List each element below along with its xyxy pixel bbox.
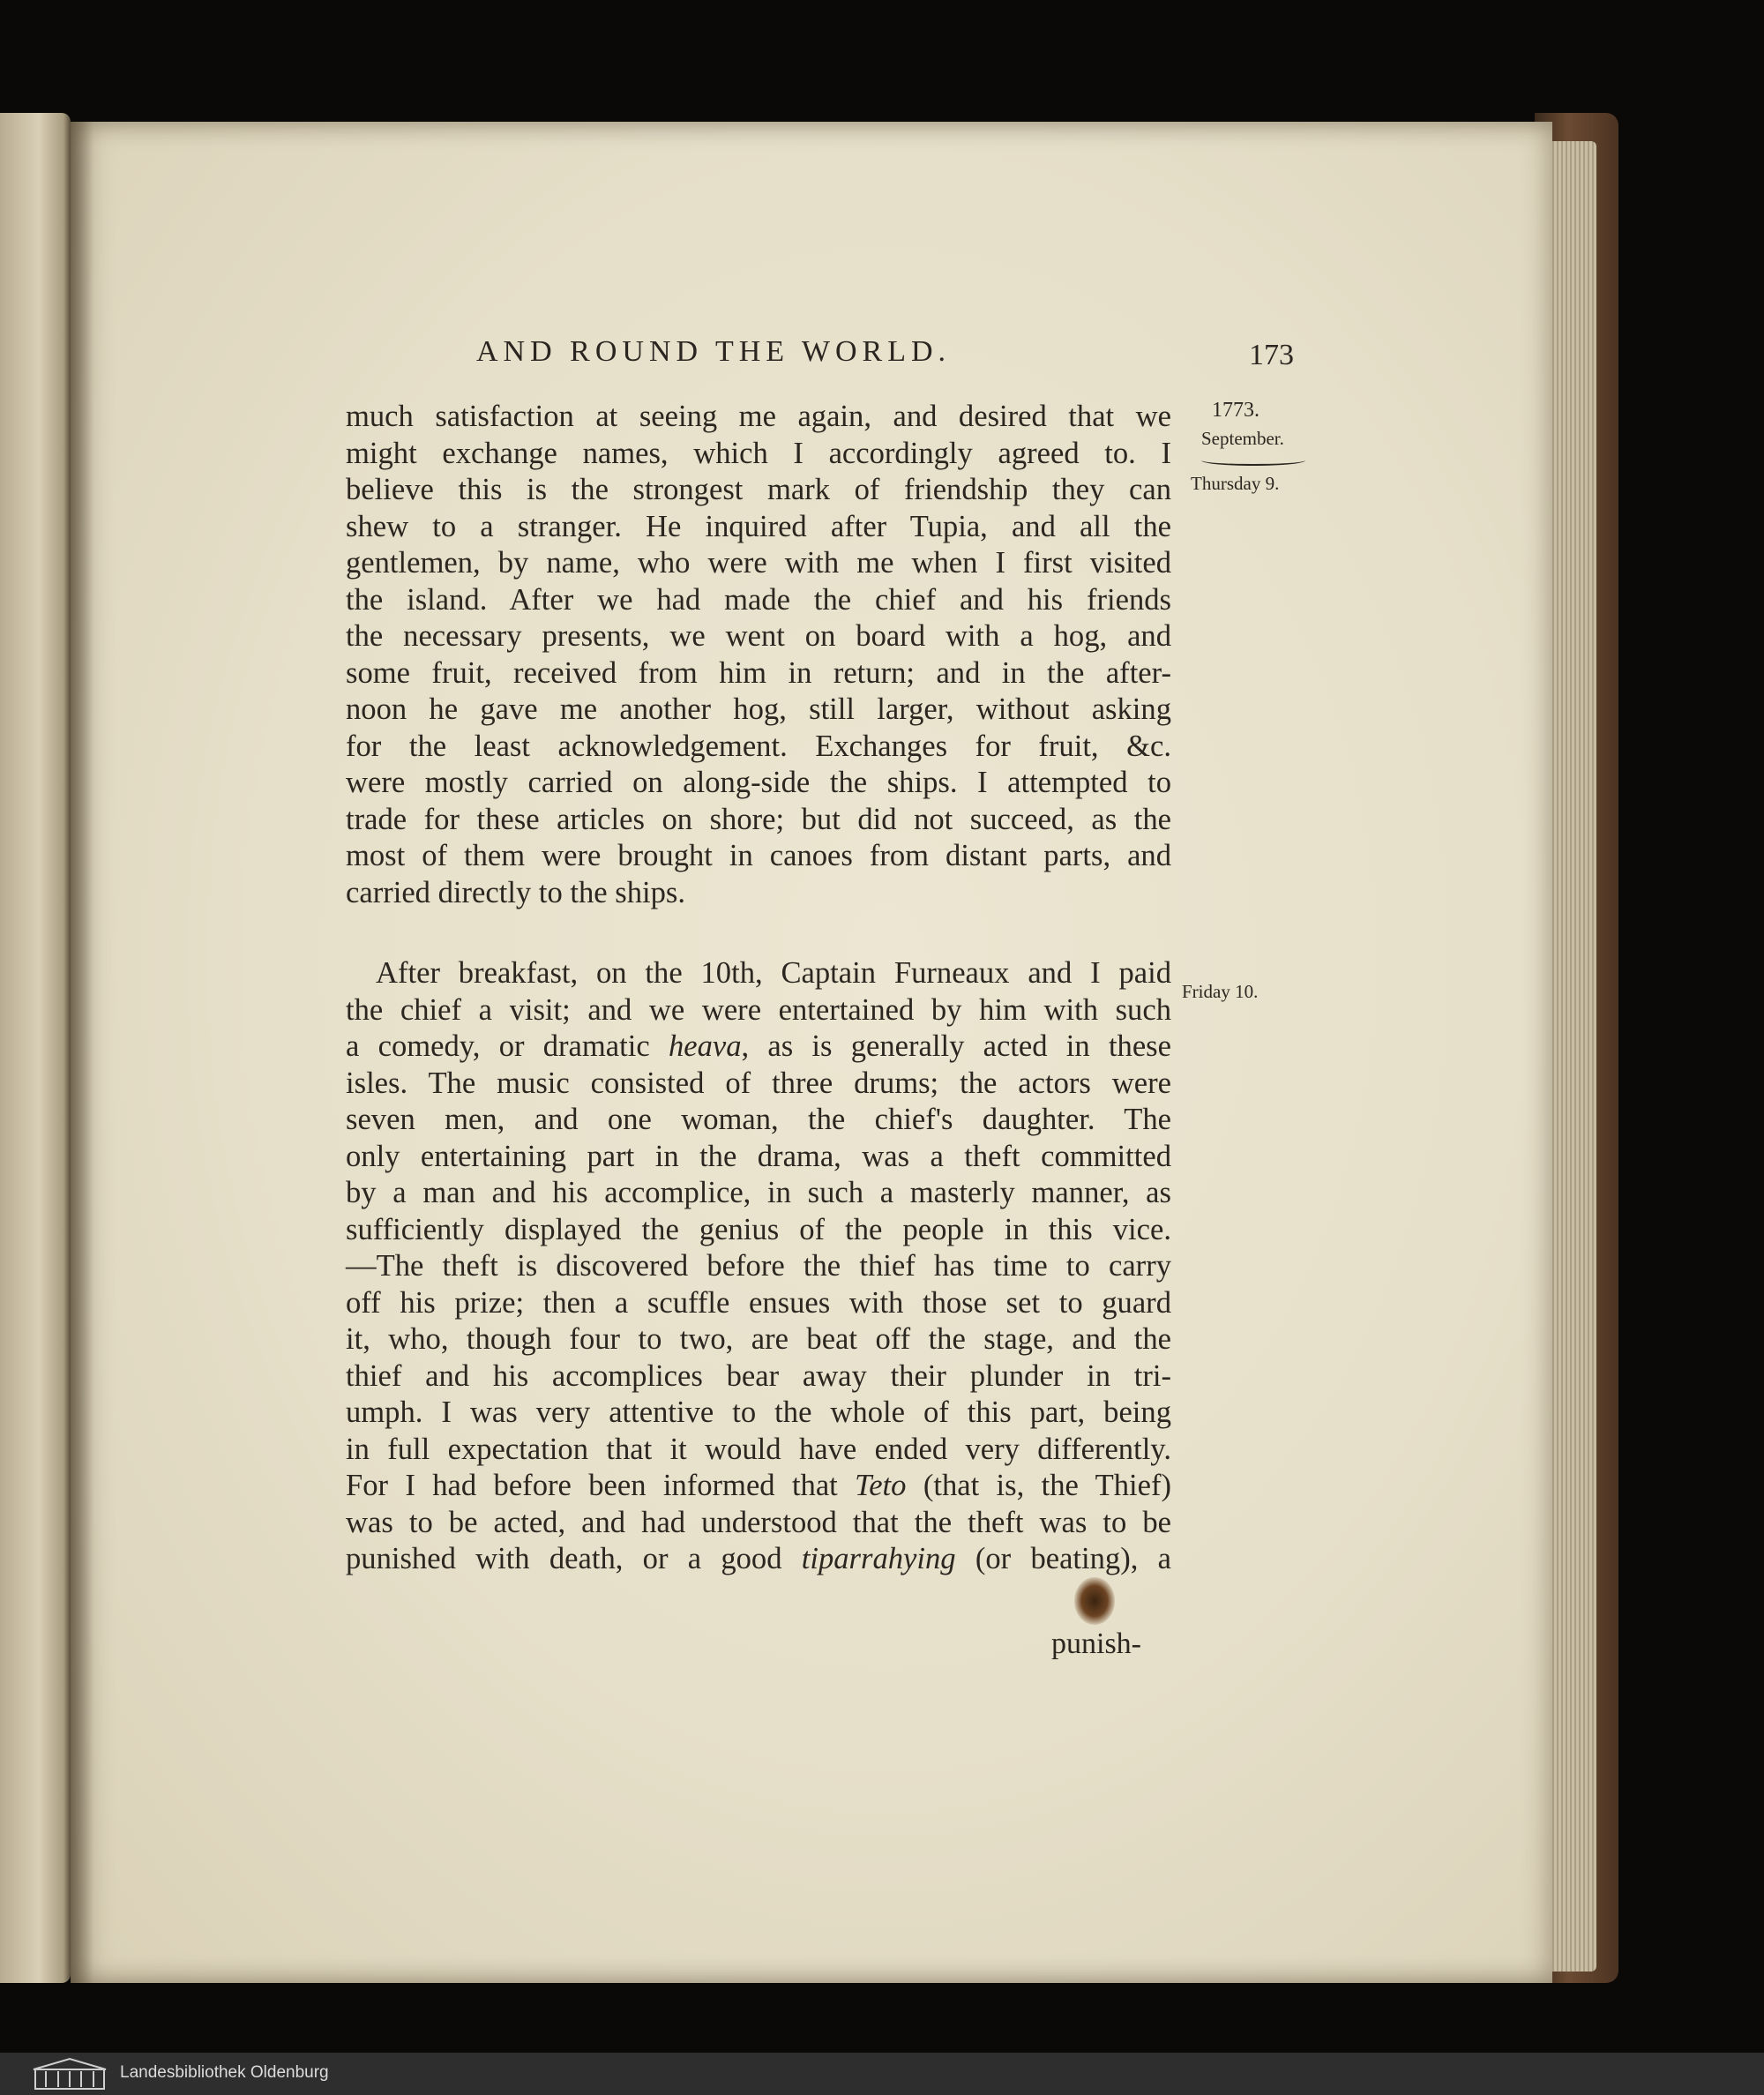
text-run: For I had before been informed that [346,1469,856,1502]
text-line: the chief a visit; and we were entertained by him with such [346,992,1171,1027]
paragraph-1 [346,399,1171,911]
text-run: punished with death, or a good [346,1542,802,1575]
text-line: noon he gave me another hog, still larger, without asking [346,692,1171,726]
text-line: seven men, and one woman, the chief's daughter. The [346,1103,1171,1136]
text-line [346,1029,1171,1066]
text-run: (that is, the Thief) [906,1469,1171,1502]
margin-note-day-thursday: Thursday 9. [1191,473,1280,494]
text-line: most of them were brought in canoes from distant parts, and [346,839,1171,872]
library-building-icon [32,2057,108,2091]
text-line: by a man and his accomplice, in such a masterly manner, as [346,1176,1171,1209]
text-line: carried directly to the ships. [346,875,686,909]
catchword: punish- [1051,1627,1141,1660]
text-run: , as is generally acted in these [741,1029,1171,1063]
ink-stain [1074,1577,1115,1625]
italic-term: Teto [855,1469,907,1502]
text-line: was to be acted, and had understood that the theft was to be [346,1505,1171,1539]
paragraph-2 [346,955,1171,1578]
page-stack-edges [1545,141,1596,1972]
margin-note-month: September. [1201,428,1284,449]
text-line: for the least acknowledgement. Exchanges for fruit, &c. [346,729,1171,763]
facing-page-edge [0,113,71,1983]
text-line: thief and his accomplices bear away their plunder in tri- [346,1358,1171,1393]
text-line: the necessary presents, we went on board with a hog, and [346,619,1171,653]
text-line: isles. The music consisted of three drums; the actors were [346,1066,1171,1100]
text-line: only entertaining part in the drama, was a theft committed [346,1139,1171,1173]
italic-term: tiparrahying [801,1542,956,1575]
text-run: a comedy, or dramatic [346,1029,669,1063]
text-line: some fruit, received from him in return; and in the after- [346,655,1171,690]
text-line: believe this is the strongest mark of friendship they can [346,473,1171,506]
italic-term: heava [668,1029,742,1063]
text-line: off his prize; then a scuffle ensues with those set to guard [346,1285,1171,1320]
margin-note-year: 1773. [1212,399,1259,422]
text-line: were mostly carried on along-side the ships. I attempted to [346,766,1171,799]
text-line: much satisfaction at seeing me again, and desired that we [346,400,1171,433]
text-line: the island. After we had made the chief and his friends [346,582,1171,617]
text-line: gentlemen, by name, who were with me when I first visited [346,546,1171,580]
text-run: (or beating), a [955,1542,1171,1575]
text-line: After breakfast, on the 10th, Captain Furneaux and I paid [376,956,1171,990]
text-line: umph. I was very attentive to the whole of this part, being [346,1395,1171,1429]
text-line [346,1468,1171,1505]
margin-note-day-friday: Friday 10. [1182,981,1259,1002]
text-line: in full expectation that it would have ended very differently. [346,1432,1171,1466]
text-line: might exchange names, which I accordingly agreed to. I [346,436,1171,470]
footer-library-name: Landesbibliothek Oldenburg [120,2063,329,2082]
text-line: trade for these articles on shore; but did not succeed, as the [346,802,1171,836]
text-line: —The theft is discovered before the thief has time to carry [346,1249,1171,1283]
text-line [346,1541,1171,1578]
page-number: 173 [1249,339,1294,371]
margin-brace [1201,455,1305,466]
text-line: sufficiently displayed the genius of the people in this vice. [346,1212,1171,1246]
gutter-shadow [71,122,93,1983]
running-head: AND ROUND THE WORLD. [476,335,952,368]
text-line: it, who, though four to two, are beat off the stage, and the [346,1322,1171,1356]
text-line: shew to a stranger. He inquired after Tupia, and all the [346,509,1171,543]
